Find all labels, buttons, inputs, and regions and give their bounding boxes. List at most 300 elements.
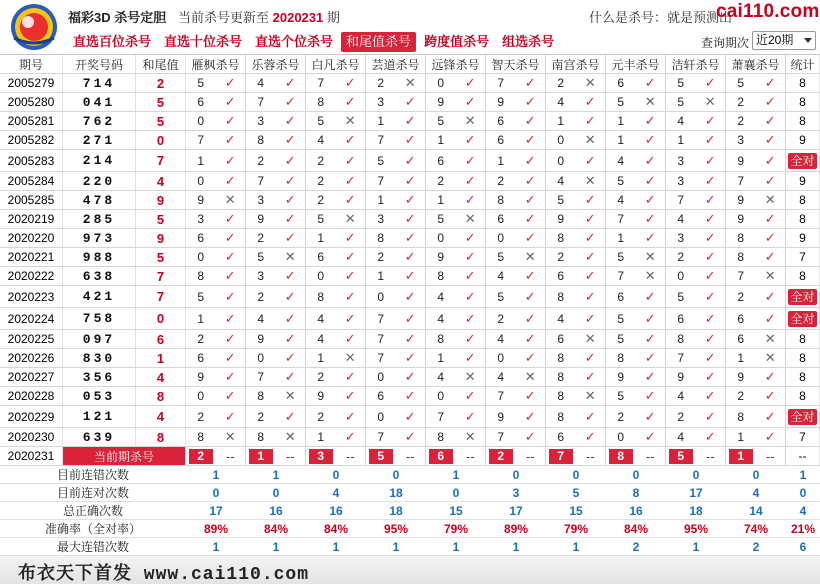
check-icon: ✓ bbox=[704, 211, 716, 226]
kill-number: 7 bbox=[677, 351, 685, 365]
all-correct-badge: 全对 bbox=[790, 289, 815, 304]
predictor-cell bbox=[366, 428, 426, 446]
predictor-cell bbox=[246, 229, 306, 247]
predictor-cell bbox=[606, 112, 666, 130]
kill-number: 2 bbox=[197, 332, 205, 346]
column-header: 白凡杀号 bbox=[306, 55, 366, 73]
predictor-cell bbox=[486, 248, 546, 266]
check-icon: ✓ bbox=[404, 249, 416, 264]
check-icon: ✓ bbox=[224, 173, 236, 188]
predictor-cell bbox=[606, 267, 666, 285]
predictor-cell bbox=[246, 93, 306, 111]
check-icon: ✓ bbox=[464, 132, 476, 147]
predictor-cell bbox=[546, 74, 606, 92]
kill-number: 9 bbox=[497, 409, 505, 424]
check-icon: ✓ bbox=[584, 310, 596, 326]
stats-value: 5 bbox=[572, 486, 580, 500]
kill-number: 4 bbox=[317, 311, 325, 326]
kill-number: 5 bbox=[197, 76, 205, 90]
dash-placeholder: -- bbox=[405, 448, 415, 464]
predictor-cell bbox=[306, 93, 366, 111]
check-icon: ✓ bbox=[584, 94, 596, 109]
cross-icon: ✕ bbox=[644, 94, 656, 109]
check-icon: ✓ bbox=[404, 192, 416, 207]
predictor-cell bbox=[186, 428, 246, 446]
kill-number: 1 bbox=[317, 430, 325, 444]
check-icon: ✓ bbox=[704, 230, 716, 245]
predictor-cell bbox=[426, 131, 486, 149]
kill-number: 8 bbox=[257, 430, 265, 444]
kill-number: 7 bbox=[257, 95, 265, 109]
kill-number: 5 bbox=[497, 289, 505, 304]
check-icon: ✓ bbox=[764, 388, 776, 403]
kill-number: 2 bbox=[317, 370, 325, 384]
stats-label: 最大连错次数 bbox=[56, 540, 129, 554]
check-icon: ✓ bbox=[464, 350, 476, 365]
predictor-cell bbox=[606, 93, 666, 111]
kill-number: 1 bbox=[617, 231, 625, 245]
predictor-cell bbox=[366, 387, 426, 405]
check-icon: ✓ bbox=[404, 113, 416, 128]
sum-tail-value: 1 bbox=[136, 349, 186, 367]
predictor-cell bbox=[306, 308, 366, 329]
stat-cell bbox=[786, 330, 820, 348]
check-icon: ✓ bbox=[224, 310, 236, 326]
predictor-cell bbox=[366, 406, 426, 427]
kill-number: 3 bbox=[377, 95, 385, 109]
stat-value: 8 bbox=[799, 212, 806, 226]
kill-number: 9 bbox=[677, 370, 685, 384]
sum-tail-value: 8 bbox=[136, 428, 186, 446]
kill-number: 0 bbox=[377, 409, 385, 424]
kill-number: 5 bbox=[617, 332, 625, 346]
predictor-cell bbox=[486, 406, 546, 427]
check-icon: ✓ bbox=[404, 331, 416, 346]
check-icon: ✓ bbox=[284, 408, 296, 424]
kill-number: 4 bbox=[677, 114, 685, 128]
sum-tail-value: 9 bbox=[136, 229, 186, 247]
current-kill-cell bbox=[606, 447, 636, 465]
stat-cell bbox=[786, 93, 820, 111]
draw-numbers: 356 bbox=[63, 368, 136, 386]
check-icon: ✓ bbox=[584, 230, 596, 245]
check-icon: ✓ bbox=[704, 388, 716, 403]
kill-number: 6 bbox=[317, 250, 325, 264]
check-icon: ✓ bbox=[284, 75, 296, 90]
kill-number: 8 bbox=[437, 430, 445, 444]
check-icon: ✓ bbox=[224, 350, 236, 365]
cross-icon: ✕ bbox=[584, 75, 596, 90]
kill-number: 0 bbox=[317, 269, 325, 283]
check-icon: ✓ bbox=[224, 388, 236, 403]
check-icon: ✓ bbox=[644, 230, 656, 245]
check-icon: ✓ bbox=[644, 152, 656, 168]
predictor-cell bbox=[666, 172, 726, 190]
current-kill-cell bbox=[366, 447, 396, 465]
predictor-cell bbox=[726, 308, 786, 329]
stats-value: 0 bbox=[752, 468, 760, 482]
kill-number: 0 bbox=[377, 289, 385, 304]
kill-number: 8 bbox=[557, 389, 565, 403]
check-icon: ✓ bbox=[764, 408, 776, 424]
check-icon: ✓ bbox=[524, 230, 536, 245]
stats-value: 84% bbox=[323, 522, 349, 536]
tab-6[interactable]: 组选杀号 bbox=[502, 34, 555, 49]
check-icon: ✓ bbox=[764, 211, 776, 226]
kill-number: 6 bbox=[737, 311, 745, 326]
cross-icon: ✕ bbox=[764, 350, 776, 365]
check-icon: ✓ bbox=[644, 350, 656, 365]
stats-value: 0 bbox=[632, 468, 640, 482]
predictor-cell bbox=[366, 248, 426, 266]
predictor-cell bbox=[546, 248, 606, 266]
stats-value: 17 bbox=[689, 486, 703, 500]
predictor-cell bbox=[546, 368, 606, 386]
current-predictor-cell bbox=[246, 447, 306, 465]
stat-cell bbox=[786, 191, 820, 209]
kill-number: 4 bbox=[437, 289, 445, 304]
kill-number: 2 bbox=[257, 231, 265, 245]
check-icon: ✓ bbox=[704, 429, 716, 444]
stats-value: 18 bbox=[389, 486, 403, 500]
kill-number: 0 bbox=[257, 351, 265, 365]
predictor-cell bbox=[246, 112, 306, 130]
predictor-cell bbox=[666, 74, 726, 92]
table-row bbox=[0, 112, 820, 131]
stat-cell bbox=[786, 112, 820, 130]
predictor-cell bbox=[666, 368, 726, 386]
kill-number: 9 bbox=[737, 153, 745, 168]
check-icon: ✓ bbox=[644, 331, 656, 346]
predictor-cell bbox=[486, 428, 546, 446]
check-icon: ✓ bbox=[284, 94, 296, 109]
predictor-cell bbox=[726, 406, 786, 427]
predictor-cell bbox=[486, 387, 546, 405]
draw-numbers: 214 bbox=[63, 150, 136, 171]
period-cell: 2020220 bbox=[0, 229, 63, 247]
kill-number: 5 bbox=[497, 250, 505, 264]
kill-number: 3 bbox=[677, 231, 685, 245]
cross-icon: ✕ bbox=[584, 132, 596, 147]
predictor-cell bbox=[306, 150, 366, 171]
dash-placeholder: -- bbox=[225, 448, 235, 464]
kill-number: 2 bbox=[617, 409, 625, 424]
predictor-cell bbox=[426, 150, 486, 171]
period-select[interactable] bbox=[752, 31, 816, 50]
predictor-cell bbox=[246, 406, 306, 427]
kill-number: 2 bbox=[737, 114, 745, 128]
stats-value: 1 bbox=[272, 540, 280, 554]
check-icon: ✓ bbox=[764, 113, 776, 128]
predictor-cell bbox=[246, 286, 306, 307]
check-icon: ✓ bbox=[764, 369, 776, 384]
kill-number: 7 bbox=[377, 351, 385, 365]
stats-value: 6 bbox=[799, 540, 807, 554]
sum-tail-value: 2 bbox=[136, 74, 186, 92]
check-icon: ✓ bbox=[704, 132, 716, 147]
stats-row bbox=[0, 484, 820, 502]
predictor-cell bbox=[486, 286, 546, 307]
kill-number: 8 bbox=[557, 409, 565, 424]
predictor-cell bbox=[486, 150, 546, 171]
table-header-row bbox=[0, 55, 820, 74]
current-kill-row bbox=[0, 447, 820, 466]
predictor-cell bbox=[246, 172, 306, 190]
kill-number: 5 bbox=[317, 114, 325, 128]
kill-number: 5 bbox=[617, 174, 625, 188]
draw-numbers: 271 bbox=[63, 131, 136, 149]
check-icon: ✓ bbox=[284, 288, 296, 304]
predictor-cell bbox=[546, 286, 606, 307]
dash-placeholder: -- bbox=[798, 449, 807, 463]
kill-number: 7 bbox=[737, 269, 745, 283]
predictor-cell bbox=[666, 131, 726, 149]
kill-number: 1 bbox=[677, 133, 685, 147]
check-icon: ✓ bbox=[404, 288, 416, 304]
check-icon: ✓ bbox=[704, 249, 716, 264]
kill-number: 9 bbox=[737, 212, 745, 226]
period-cell: 2020221 bbox=[0, 248, 63, 266]
predictor-cell bbox=[426, 191, 486, 209]
stat-value: 9 bbox=[799, 231, 806, 245]
check-icon: ✓ bbox=[464, 388, 476, 403]
check-icon: ✓ bbox=[644, 369, 656, 384]
kill-number: 6 bbox=[497, 212, 505, 226]
predictor-cell bbox=[666, 428, 726, 446]
sum-tail-value: 5 bbox=[136, 210, 186, 228]
stats-value: 95% bbox=[683, 522, 709, 536]
column-header: 南宫杀号 bbox=[546, 55, 606, 73]
predictor-cell bbox=[486, 229, 546, 247]
check-icon: ✓ bbox=[224, 369, 236, 384]
predictor-cell bbox=[306, 248, 366, 266]
tab-2[interactable]: 直选十位杀号 bbox=[164, 34, 243, 49]
kill-number: 5 bbox=[677, 289, 685, 304]
predictor-cell bbox=[366, 229, 426, 247]
kill-number: 4 bbox=[437, 370, 445, 384]
kill-number: 6 bbox=[197, 231, 205, 245]
predictor-cell bbox=[726, 248, 786, 266]
current-predictor-cell bbox=[186, 447, 246, 465]
stat-cell bbox=[786, 349, 820, 367]
predictor-cell bbox=[306, 286, 366, 307]
kill-number: 4 bbox=[617, 193, 625, 207]
check-icon: ✓ bbox=[284, 113, 296, 128]
predictor-cell bbox=[546, 191, 606, 209]
stats-value: 0 bbox=[799, 486, 807, 500]
kill-number: 5 bbox=[437, 114, 445, 128]
check-icon: ✓ bbox=[584, 408, 596, 424]
kill-number: 6 bbox=[737, 332, 745, 346]
check-icon: ✓ bbox=[224, 288, 236, 304]
check-icon: ✓ bbox=[224, 132, 236, 147]
predictor-cell bbox=[546, 330, 606, 348]
check-icon: ✓ bbox=[524, 113, 536, 128]
kill-number: 6 bbox=[677, 311, 685, 326]
current-period: 2020231 bbox=[0, 447, 63, 465]
predictor-cell bbox=[246, 349, 306, 367]
period-cell: 2005281 bbox=[0, 112, 63, 130]
cross-icon: ✕ bbox=[464, 211, 476, 226]
tab-3[interactable]: 直选个位杀号 bbox=[255, 34, 334, 49]
predictor-cell bbox=[546, 428, 606, 446]
predictor-cell bbox=[426, 229, 486, 247]
kill-number: 3 bbox=[737, 133, 745, 147]
check-icon: ✓ bbox=[524, 132, 536, 147]
stat-cell bbox=[786, 368, 820, 386]
check-icon: ✓ bbox=[764, 249, 776, 264]
predictor-cell bbox=[546, 387, 606, 405]
predictor-cell bbox=[306, 387, 366, 405]
slogan-text: 什么是杀号：就是预测出 bbox=[589, 10, 733, 25]
predictor-cell bbox=[546, 150, 606, 171]
kill-number: 7 bbox=[677, 193, 685, 207]
kill-number: 8 bbox=[257, 389, 265, 403]
column-header: 雁枫杀号 bbox=[186, 55, 246, 73]
kill-number: 6 bbox=[617, 289, 625, 304]
check-icon: ✓ bbox=[584, 152, 596, 168]
check-icon: ✓ bbox=[344, 75, 356, 90]
stat-cell bbox=[786, 172, 820, 190]
kill-number: 2 bbox=[557, 250, 565, 264]
current-predictor-cell bbox=[666, 447, 726, 465]
kill-number: 3 bbox=[257, 193, 265, 207]
kill-number: 2 bbox=[377, 76, 385, 90]
kill-number: 7 bbox=[497, 430, 505, 444]
period-select-value: 近20期 bbox=[756, 33, 794, 47]
kill-number: 2 bbox=[197, 409, 205, 424]
kill-number: 8 bbox=[377, 231, 385, 245]
check-icon: ✓ bbox=[224, 211, 236, 226]
check-icon: ✓ bbox=[524, 268, 536, 283]
kill-number: 3 bbox=[257, 269, 265, 283]
predictor-cell bbox=[426, 74, 486, 92]
stat-cell bbox=[786, 308, 820, 329]
cross-icon: ✕ bbox=[764, 331, 776, 346]
predictor-cell bbox=[546, 349, 606, 367]
stat-value: 7 bbox=[799, 430, 806, 444]
current-kill-number: 2 bbox=[489, 449, 513, 464]
kill-number: 3 bbox=[377, 212, 385, 226]
tab-4[interactable]: 和尾值杀号 bbox=[341, 32, 416, 52]
sum-tail-value: 7 bbox=[136, 286, 186, 307]
kill-number: 9 bbox=[617, 370, 625, 384]
predictor-cell bbox=[366, 308, 426, 329]
predictor-cell bbox=[726, 112, 786, 130]
predictor-cell bbox=[606, 308, 666, 329]
check-icon: ✓ bbox=[704, 75, 716, 90]
cross-icon: ✕ bbox=[464, 429, 476, 444]
tab-5[interactable]: 跨度值杀号 bbox=[424, 34, 490, 49]
check-icon: ✓ bbox=[584, 429, 596, 444]
sum-tail-value: 5 bbox=[136, 93, 186, 111]
check-icon: ✓ bbox=[464, 268, 476, 283]
kill-number: 4 bbox=[257, 311, 265, 326]
kill-number: 0 bbox=[557, 133, 565, 147]
check-icon: ✓ bbox=[464, 249, 476, 264]
current-kill-cell bbox=[726, 447, 756, 465]
check-icon: ✓ bbox=[464, 288, 476, 304]
kill-number: 5 bbox=[557, 193, 565, 207]
kill-number: 7 bbox=[377, 133, 385, 147]
check-icon: ✓ bbox=[284, 331, 296, 346]
predictor-cell bbox=[726, 229, 786, 247]
kill-number: 1 bbox=[437, 193, 445, 207]
predictor-cell bbox=[366, 131, 426, 149]
predictor-cell bbox=[426, 248, 486, 266]
column-header: 期号 bbox=[0, 55, 63, 73]
kill-number: 8 bbox=[317, 289, 325, 304]
dash-placeholder: -- bbox=[765, 448, 775, 464]
check-icon: ✓ bbox=[284, 310, 296, 326]
draw-numbers: 421 bbox=[63, 286, 136, 307]
predictor-cell bbox=[426, 349, 486, 367]
kill-number: 4 bbox=[557, 174, 565, 188]
check-icon: ✓ bbox=[224, 249, 236, 264]
period-cell: 2005280 bbox=[0, 93, 63, 111]
sum-tail-value: 9 bbox=[136, 191, 186, 209]
all-correct-badge: 全对 bbox=[790, 409, 815, 424]
cross-icon: ✕ bbox=[464, 113, 476, 128]
current-stat-cell bbox=[786, 447, 820, 465]
current-predictor-cell bbox=[366, 447, 426, 465]
predictor-cell bbox=[366, 267, 426, 285]
kill-number: 0 bbox=[197, 114, 205, 128]
brand-link[interactable]: cai110.com bbox=[716, 1, 820, 22]
table-row bbox=[0, 74, 820, 93]
stat-value: 8 bbox=[799, 389, 806, 403]
kill-number: 0 bbox=[557, 153, 565, 168]
tab-1[interactable]: 直选百位杀号 bbox=[73, 34, 152, 49]
check-icon: ✓ bbox=[524, 408, 536, 424]
stat-value: 9 bbox=[799, 174, 806, 188]
table-row bbox=[0, 368, 820, 387]
predictor-cell bbox=[726, 210, 786, 228]
check-icon: ✓ bbox=[584, 249, 596, 264]
predictor-cell bbox=[186, 267, 246, 285]
kill-number: 0 bbox=[437, 389, 445, 403]
current-kill-number: 5 bbox=[669, 449, 693, 464]
kill-number: 4 bbox=[317, 133, 325, 147]
update-label: 当前杀号更新至 bbox=[178, 10, 270, 25]
kill-number: 4 bbox=[617, 153, 625, 168]
kill-number: 8 bbox=[437, 332, 445, 346]
check-icon: ✓ bbox=[224, 268, 236, 283]
cross-icon: ✕ bbox=[404, 75, 416, 90]
table-row bbox=[0, 229, 820, 248]
check-icon: ✓ bbox=[644, 310, 656, 326]
kill-number: 5 bbox=[617, 389, 625, 403]
period-cell: 2020223 bbox=[0, 286, 63, 307]
kill-number: 0 bbox=[197, 389, 205, 403]
check-icon: ✓ bbox=[644, 192, 656, 207]
predictor-cell bbox=[666, 308, 726, 329]
check-icon: ✓ bbox=[404, 268, 416, 283]
predictor-cell bbox=[306, 131, 366, 149]
predictor-cell bbox=[486, 93, 546, 111]
kill-number: 7 bbox=[377, 332, 385, 346]
kill-number: 9 bbox=[257, 212, 265, 226]
predictor-cell bbox=[186, 349, 246, 367]
kill-number: 6 bbox=[497, 114, 505, 128]
current-kill-cell bbox=[246, 447, 276, 465]
sum-tail-value: 7 bbox=[136, 267, 186, 285]
check-icon: ✓ bbox=[404, 132, 416, 147]
stat-cell bbox=[786, 428, 820, 446]
period-cell: 2020222 bbox=[0, 267, 63, 285]
predictor-cell bbox=[726, 131, 786, 149]
check-icon: ✓ bbox=[284, 152, 296, 168]
